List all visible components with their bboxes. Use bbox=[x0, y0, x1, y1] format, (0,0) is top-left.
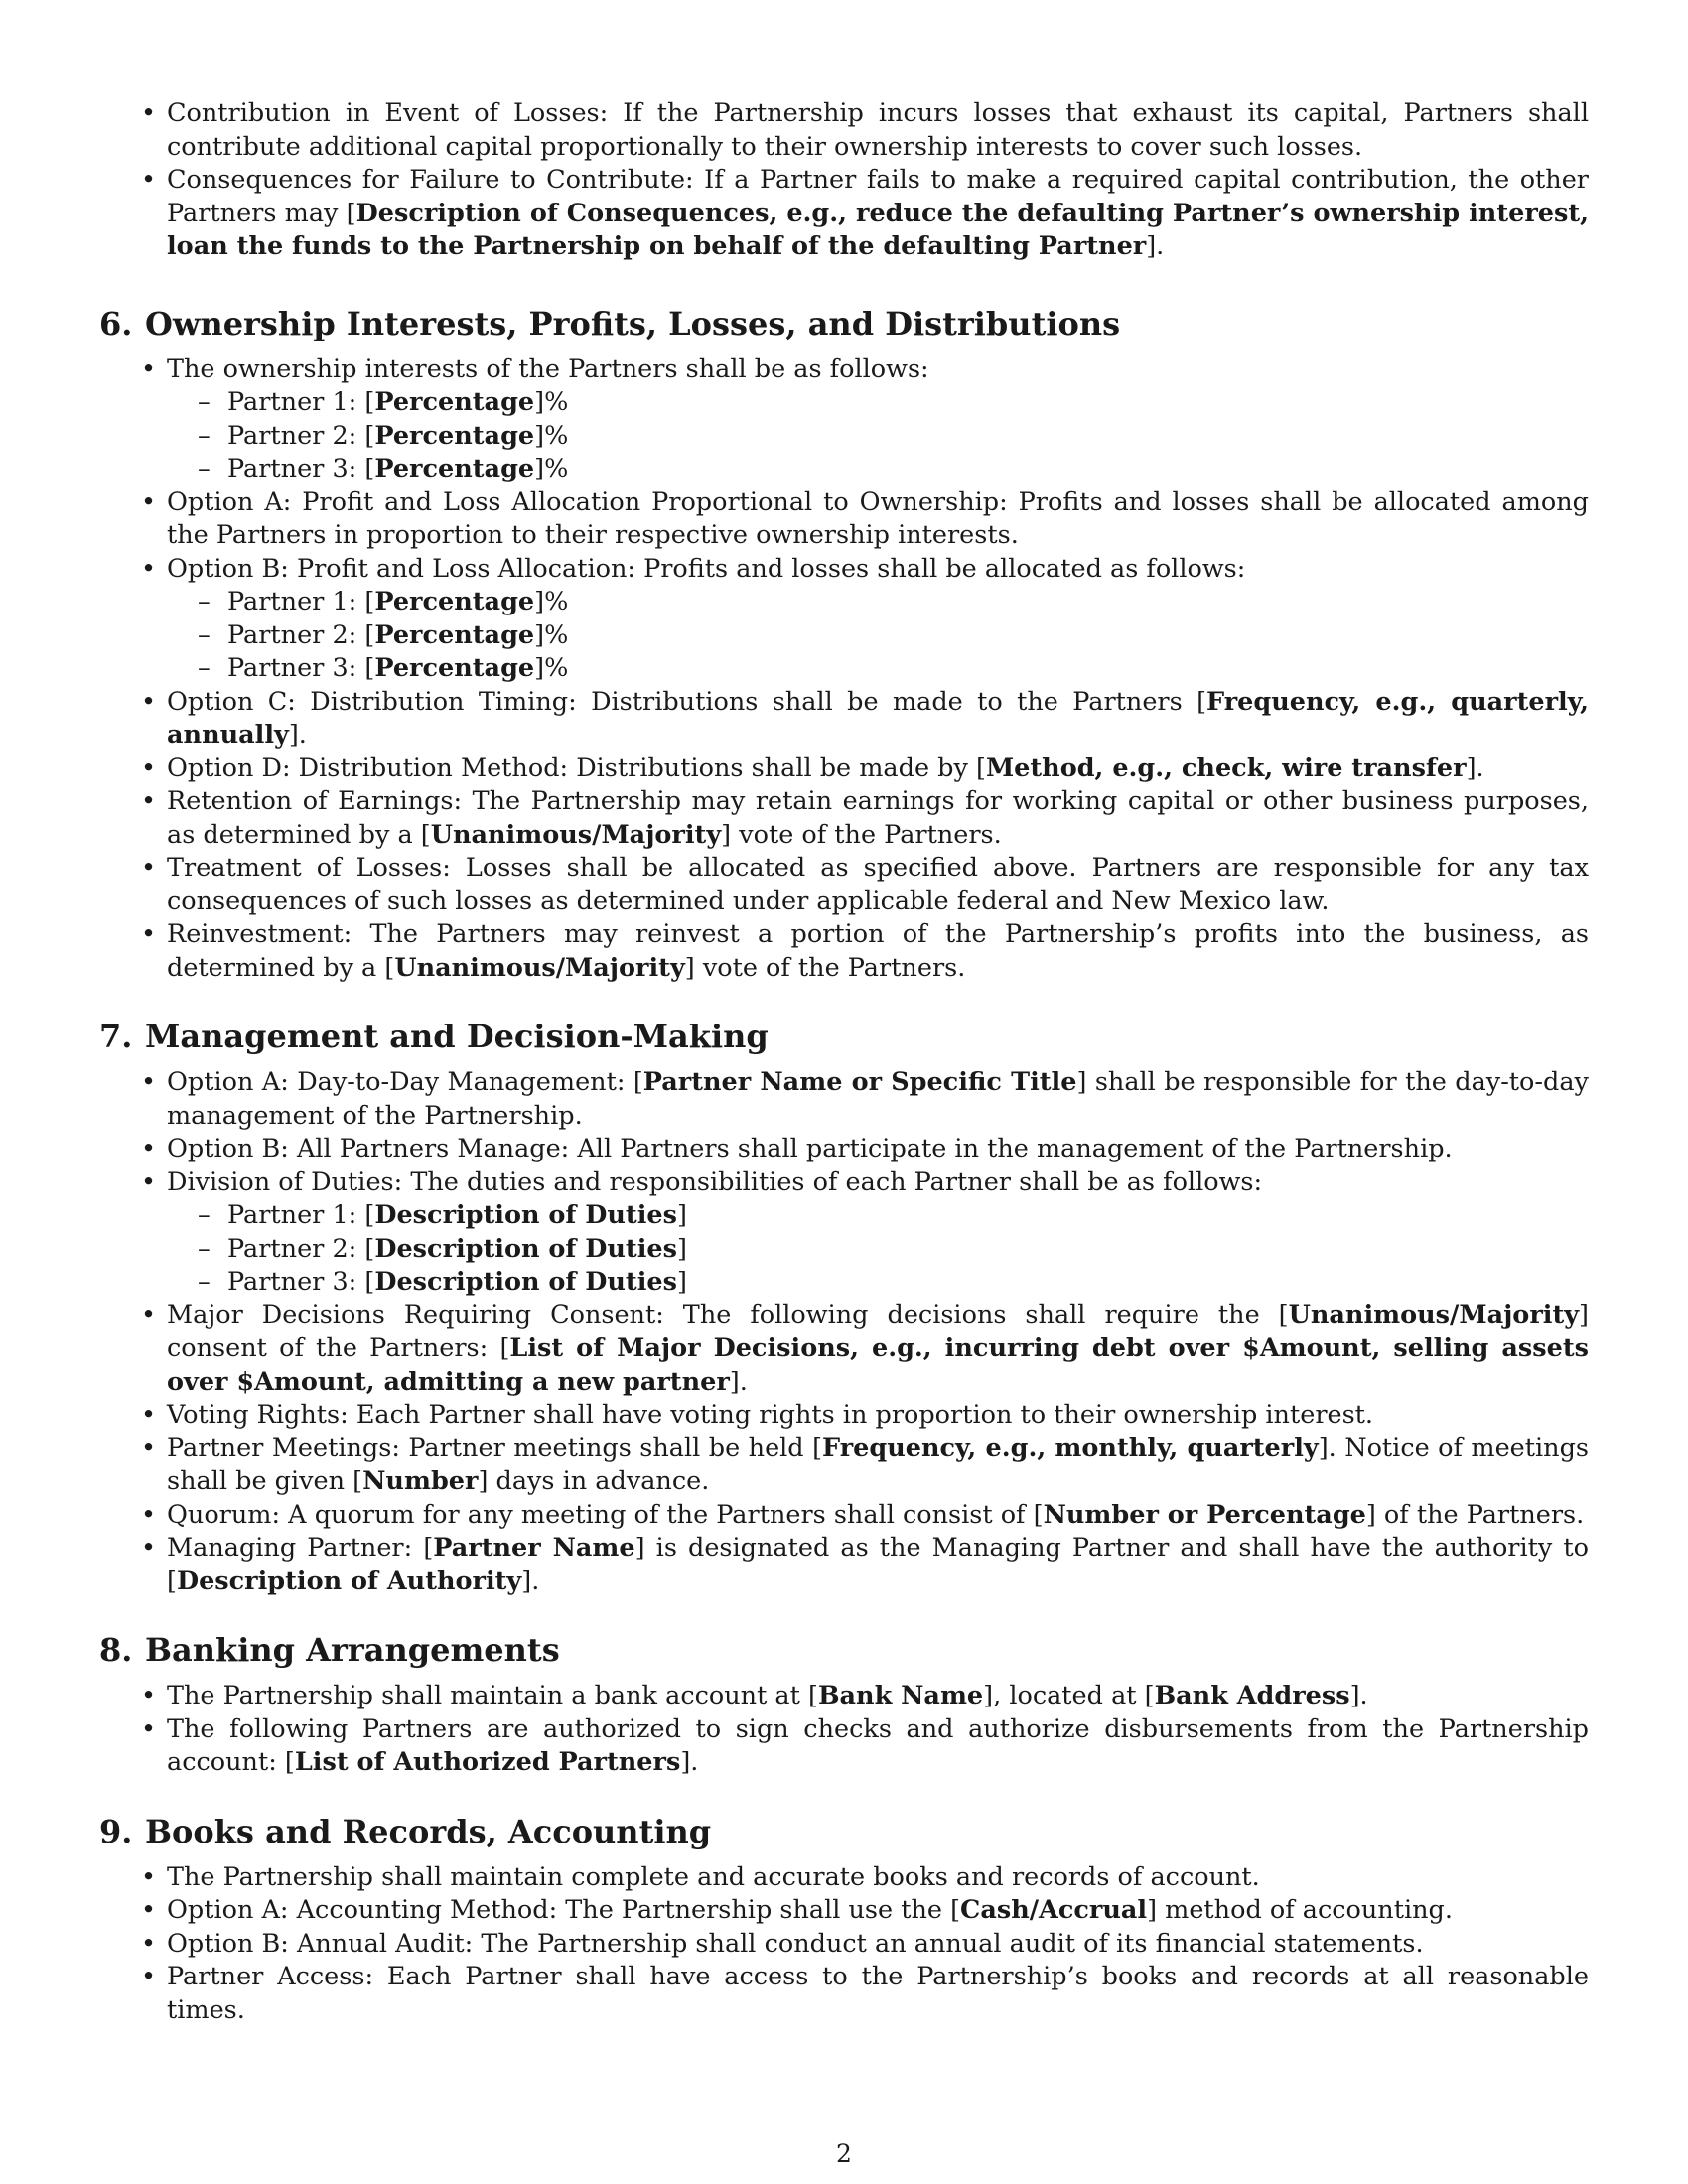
placeholder-field: Method, e.g., check, wire transfer bbox=[985, 752, 1467, 783]
list-item: • Reinvestment: The Partners may reinvest a portion of the Partnership’s profits into the business, as determined by a [Unanimous/Majority] vote of the Partners. bbox=[141, 919, 1589, 983]
placeholder-field: List of Major Decisions, e.g., incurring debt over $Amount, selling assets over $Amount, admitting a new partner bbox=[167, 1333, 1589, 1397]
placeholder-field: Bank Address bbox=[1154, 1681, 1350, 1710]
sub-list-item: – Partner 2: [Percentage]% bbox=[198, 619, 569, 650]
list-item: • Quorum: A quorum for any meeting of the Partners shall consist of [Number or Percentage] of the Partners. bbox=[141, 1499, 1585, 1530]
capital-contribution-list bbox=[99, 97, 1589, 264]
sub-list-item: – Partner 3: [Description of Duties] bbox=[198, 1267, 687, 1297]
list-item: • The Partnership shall maintain complete and accurate books and records of account. bbox=[141, 1861, 1260, 1892]
placeholder-field: Unanimous/Majority bbox=[430, 819, 722, 850]
sub-list-item: – Partner 2: [Description of Duties] bbox=[198, 1233, 687, 1264]
placeholder-field: Percentage bbox=[374, 387, 535, 417]
placeholder-field: Percentage bbox=[374, 454, 535, 483]
bullet: • bbox=[141, 98, 157, 128]
sub-list-item: – Partner 3: [Percentage]% bbox=[198, 653, 569, 683]
section-9-list bbox=[99, 1861, 1589, 2028]
placeholder-field: Partner Name bbox=[433, 1533, 635, 1563]
sub-list-item: – Partner 1: [Percentage]% bbox=[198, 387, 569, 417]
list-item: • Managing Partner: [Partner Name] is designated as the Managing Partner and shall have the authority to [Description of Authority]. bbox=[141, 1533, 1589, 1596]
ownership-sublist bbox=[99, 386, 1589, 486]
list-item: • Option D: Distribution Method: Distributions shall be made by [Method, e.g., check, wire transfer]. bbox=[141, 752, 1484, 783]
placeholder-field: Frequency, e.g., monthly, quarterly bbox=[822, 1433, 1319, 1463]
list-item: • Treatment of Losses: Losses shall be allocated as specified above. Partners are responsible for any tax consequences of such losses as determined under applicable federal and New Mexico law. bbox=[141, 853, 1589, 916]
section-heading-6: 6. Ownership Interests, Profits, Losses, and Distributions bbox=[99, 304, 1121, 342]
placeholder-field: Description of Duties bbox=[374, 1200, 677, 1230]
sub-list-item: – Partner 2: [Percentage]% bbox=[198, 420, 569, 451]
list-item: • Contribution in Event of Losses: If the Partnership incurs losses that exhaust its capital, Partners shall contribute additional capital proportionally to their ownership interests to cover such losses. bbox=[141, 98, 1589, 162]
list-item: • The ownership interests of the Partners shall be as follows: bbox=[141, 353, 929, 384]
list-item: • Option C: Distribution Timing: Distributions shall be made to the Partners [Frequency, e.g., quarterly, annually]. bbox=[141, 686, 1589, 750]
list-item: • Division of Duties: The duties and responsibilities of each Partner shall be as follows: bbox=[141, 1166, 1263, 1197]
placeholder-field: Description of Duties bbox=[374, 1267, 677, 1297]
list-item: • Voting Rights: Each Partner shall have voting rights in proportion to their ownership interest. bbox=[141, 1400, 1374, 1430]
list-item: • The following Partners are authorized to sign checks and authorize disbursements from the Partnership account: [List of Authorized Partners]. bbox=[141, 1713, 1589, 1777]
placeholder-field: Percentage bbox=[374, 653, 535, 683]
page-number: 2 bbox=[836, 2139, 852, 2168]
document-page bbox=[99, 97, 1589, 2027]
sub-list-item: – Partner 3: [Percentage]% bbox=[198, 454, 569, 483]
list-item: • Option A: Profit and Loss Allocation Proportional to Ownership: Profits and losses shall be allocated among the Partners in proportion to their respective ownership interests. bbox=[141, 486, 1589, 550]
placeholder-field: Description of Consequences, e.g., reduce the defaulting Partner’s ownership interest, loan the funds to the Partnership on behalf of the defaulting Partner bbox=[167, 198, 1589, 261]
placeholder-field: Number bbox=[362, 1466, 479, 1496]
section-7-list bbox=[99, 1066, 1589, 1199]
section-heading-7: 7. Management and Decision-Making bbox=[99, 1018, 769, 1055]
placeholder-field: Unanimous/Majority bbox=[1288, 1299, 1580, 1330]
list-item: • Retention of Earnings: The Partnership may retain earnings for working capital or other business purposes, as determined by a [Unanimous/Majority] vote of the Partners. bbox=[141, 786, 1589, 850]
section-heading-8: 8. Banking Arrangements bbox=[99, 1631, 560, 1669]
bullet: • bbox=[141, 165, 157, 195]
duties-sublist bbox=[99, 1199, 1589, 1299]
list-item: • Major Decisions Requiring Consent: The following decisions shall require the [Unanimous/Majority] consent of the Partners: [List of Major Decisions, e.g., incurring debt over $Amount, selling assets over $Amount, admitting a new partner]. bbox=[141, 1299, 1589, 1397]
placeholder-field: Description of Duties bbox=[374, 1233, 677, 1264]
placeholder-field: Unanimous/Majority bbox=[394, 952, 685, 983]
list-item: • Option B: Profit and Loss Allocation: Profits and losses shall be allocated as follows: bbox=[141, 553, 1246, 584]
placeholder-field: Frequency, e.g., quarterly, annually bbox=[167, 686, 1589, 750]
section-8-list bbox=[99, 1680, 1589, 1780]
placeholder-field: Partner Name or Specific Title bbox=[642, 1067, 1077, 1097]
placeholder-field: Percentage bbox=[374, 619, 535, 650]
sub-list-item: – Partner 1: [Percentage]% bbox=[198, 587, 569, 616]
placeholder-field: Description of Authority bbox=[176, 1566, 522, 1596]
section-heading-9: 9. Books and Records, Accounting bbox=[99, 1812, 712, 1850]
list-item: • Option A: Accounting Method: The Partnership shall use the [Cash/Accrual] method of accounting. bbox=[141, 1895, 1453, 1925]
placeholder-field: Number or Percentage bbox=[1043, 1499, 1366, 1530]
list-item: • The Partnership shall maintain a bank account at [Bank Name], located at [Bank Address]. bbox=[141, 1681, 1368, 1710]
placeholder-field: Cash/Accrual bbox=[960, 1895, 1148, 1925]
list-item: • Option B: Annual Audit: The Partnership shall conduct an annual audit of its financial statements. bbox=[141, 1928, 1424, 1959]
list-item: • Consequences for Failure to Contribute: If a Partner fails to make a required capital contribution, the other Partners may [Description of Consequences, e.g., reduce the defaulting Partner’s ownership interest, loan the funds to the Partnership on behalf of the defaulting Partner]. bbox=[141, 165, 1589, 261]
sub-list-item: – Partner 1: [Description of Duties] bbox=[198, 1200, 687, 1230]
placeholder-field: Percentage bbox=[374, 420, 535, 451]
list-item: • Option A: Day-to-Day Management: [Partner Name or Specific Title] shall be responsible for the day-to-day management of the Partnership. bbox=[141, 1067, 1589, 1131]
placeholder-field: List of Authorized Partners bbox=[294, 1747, 681, 1777]
list-item: • Partner Meetings: Partner meetings shall be held [Frequency, e.g., monthly, quarterly]. Notice of meetings shall be given [Number] days in advance. bbox=[141, 1433, 1590, 1496]
allocation-sublist bbox=[99, 586, 1589, 686]
section-6-list bbox=[99, 353, 1589, 387]
placeholder-field: Percentage bbox=[374, 587, 535, 616]
placeholder-field: Bank Name bbox=[817, 1681, 984, 1710]
list-item: • Partner Access: Each Partner shall have access to the Partnership’s books and records at all reasonable times. bbox=[141, 1962, 1589, 2025]
list-item: • Option B: All Partners Manage: All Partners shall participate in the management of the Partnership. bbox=[141, 1134, 1453, 1163]
